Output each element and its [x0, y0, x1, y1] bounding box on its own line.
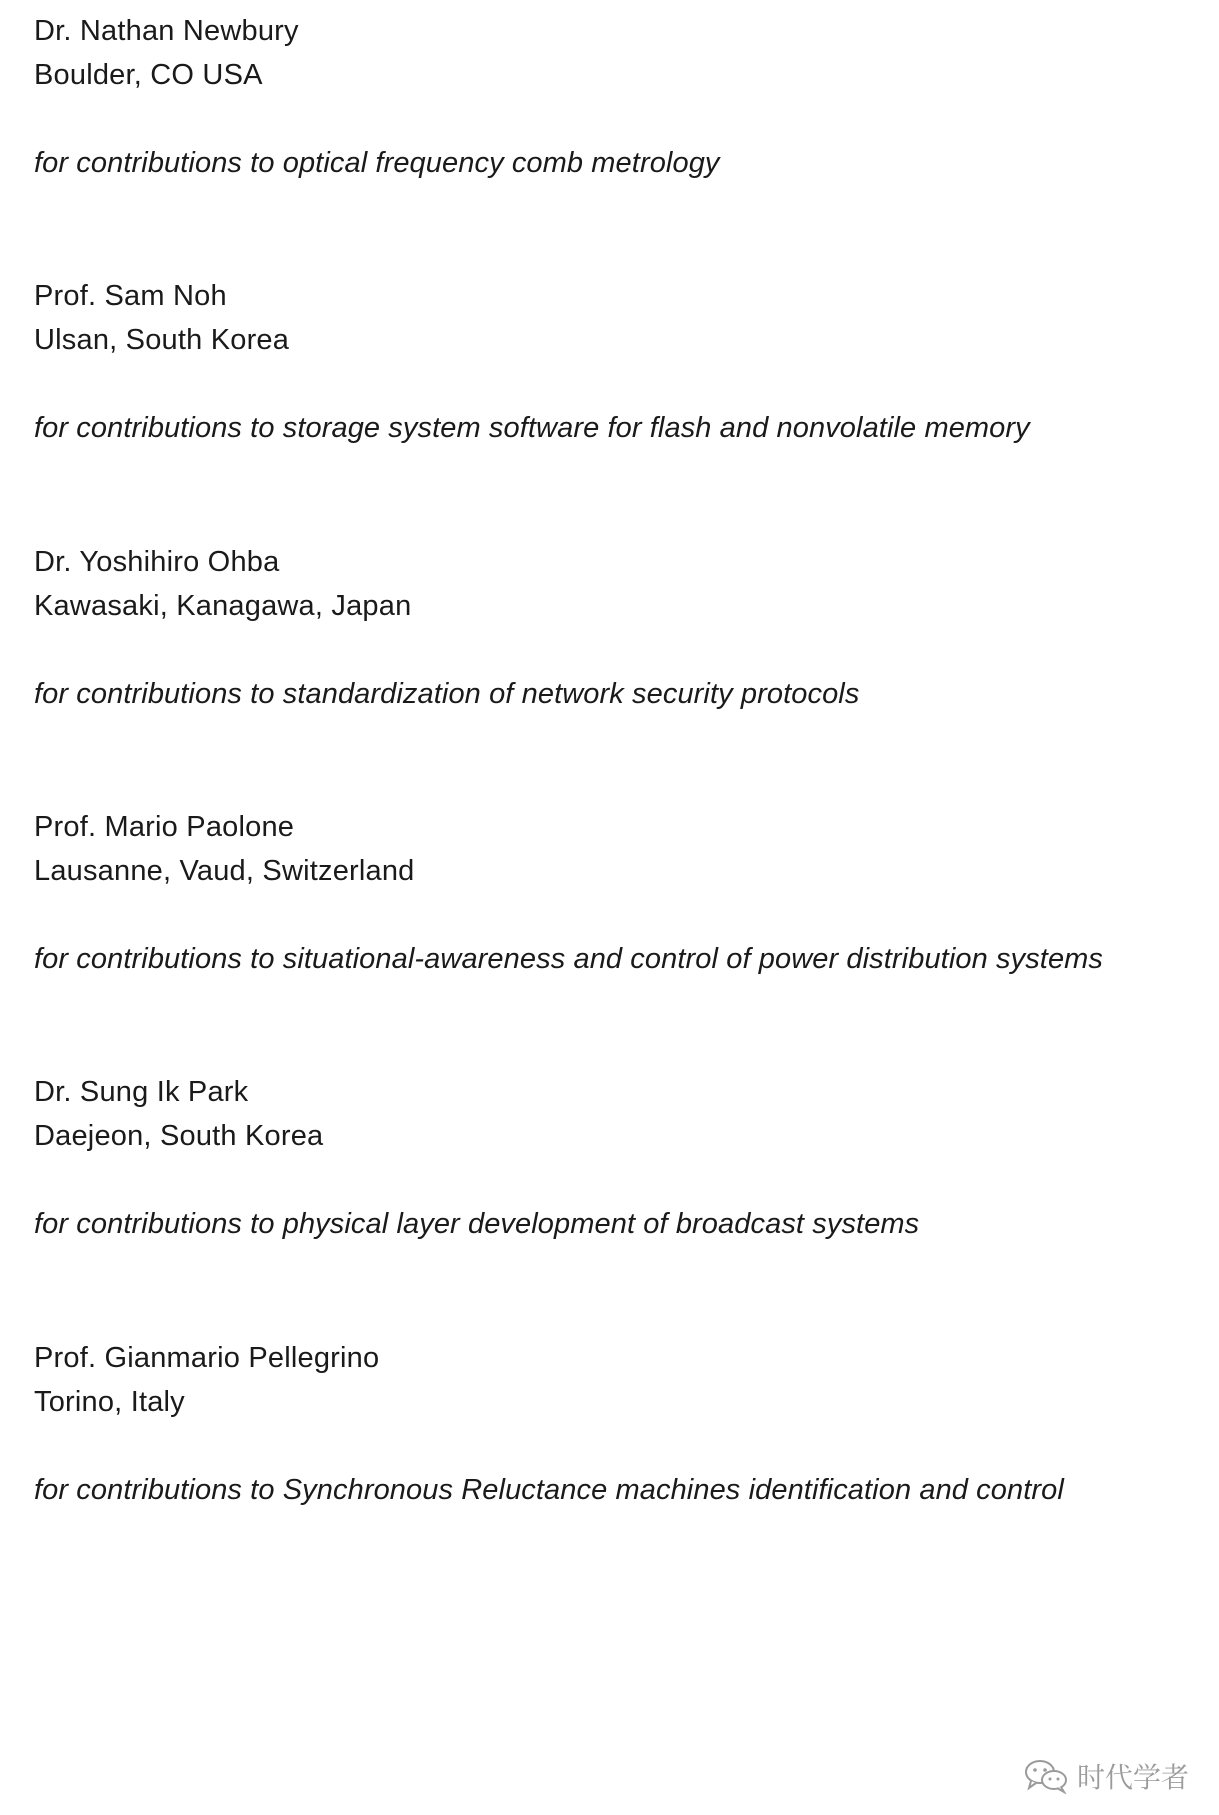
fellow-citation: for contributions to standardization of network security protocols	[34, 678, 860, 710]
watermark-text: 时代学者	[1076, 1761, 1189, 1794]
fellow-citation: for contributions to optical frequency comb metrology	[34, 147, 720, 179]
fellow-citation: for contributions to storage system software for flash and nonvolatile memory	[34, 412, 1030, 444]
fellow-entry	[34, 1070, 1194, 1246]
fellow-entry	[34, 9, 1194, 185]
fellow-citation: for contributions to situational-awareness and control of power distribution systems	[34, 943, 1104, 975]
fellow-name: Dr. Nathan Newbury	[34, 15, 299, 47]
fellow-location: Boulder, CO USA	[34, 59, 263, 91]
watermark	[1023, 1756, 1189, 1796]
fellow-entry	[34, 274, 1194, 450]
fellow-name: Prof. Gianmario Pellegrino	[34, 1342, 380, 1374]
fellow-name: Prof. Sam Noh	[34, 280, 227, 312]
fellow-citation: for contributions to physical layer development of broadcast systems	[34, 1208, 920, 1240]
fellow-citation: for contributions to Synchronous Reluctance machines identification and control	[34, 1474, 1064, 1506]
fellow-location: Daejeon, South Korea	[34, 1120, 324, 1152]
fellow-name: Prof. Mario Paolone	[34, 811, 295, 843]
fellow-entry	[34, 540, 1194, 716]
fellow-location: Kawasaki, Kanagawa, Japan	[34, 590, 412, 622]
wechat-icon	[1023, 1758, 1069, 1794]
fellow-entry	[34, 1336, 1194, 1512]
fellow-entry	[34, 805, 1194, 981]
fellow-name: Dr. Yoshihiro Ohba	[34, 546, 280, 578]
fellow-location: Ulsan, South Korea	[34, 324, 290, 356]
fellow-name: Dr. Sung Ik Park	[34, 1076, 249, 1108]
fellow-location: Torino, Italy	[34, 1386, 185, 1418]
fellow-location: Lausanne, Vaud, Switzerland	[34, 855, 415, 887]
